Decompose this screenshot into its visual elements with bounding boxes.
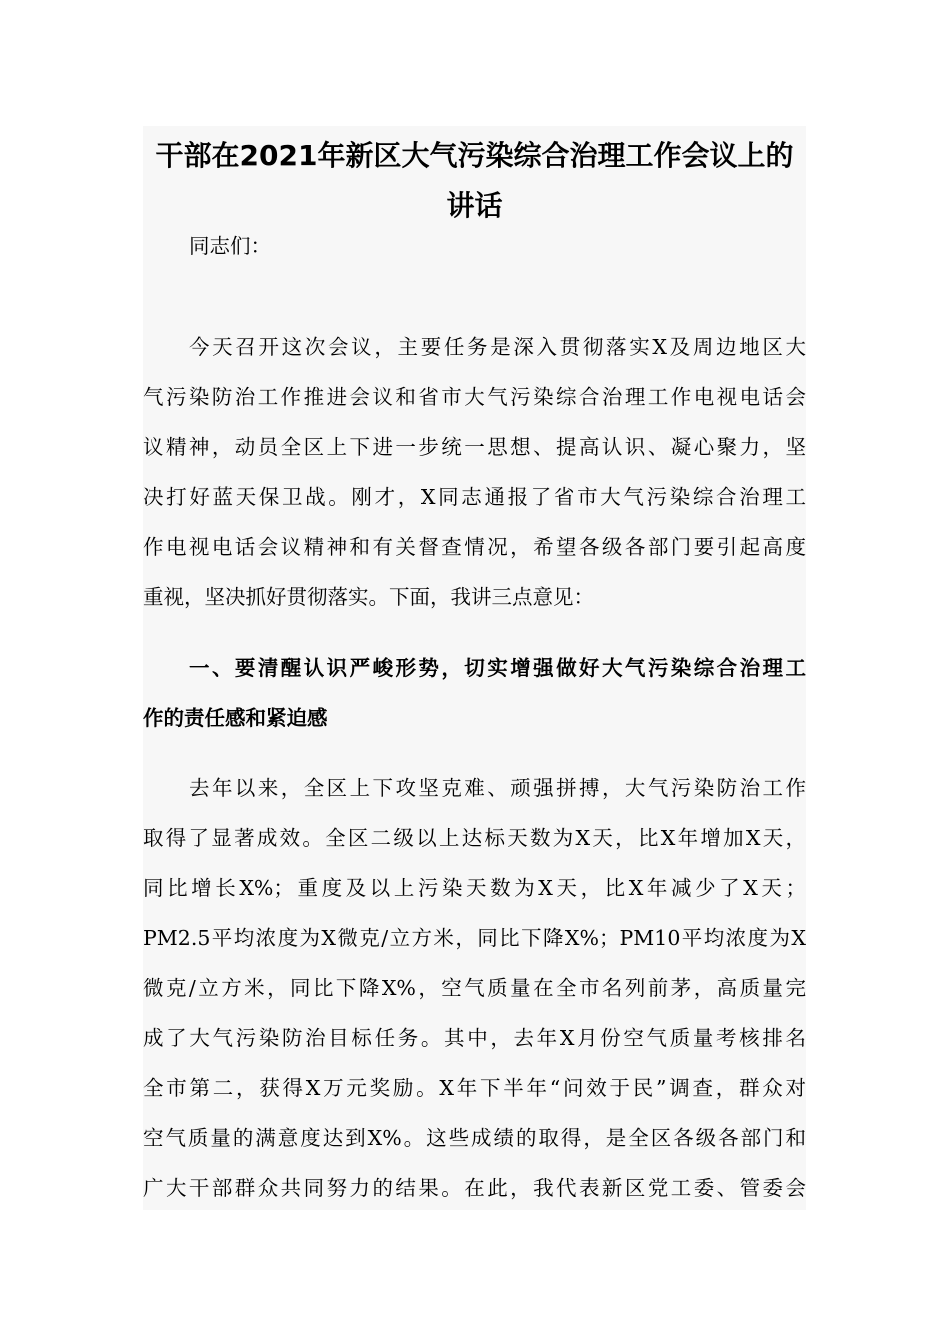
section-heading-1-line-1: 一、要清醒认识严峻形势，切实增强做好大气污染综合治理工	[189, 656, 806, 680]
section-heading-1-line-2: 作的责任感和紧迫感	[143, 706, 328, 730]
paragraph-2-line-4: PM2.5平均浓度为X微克/立方米，同比下降X%；PM10平均浓度为X	[143, 926, 806, 950]
document-page	[143, 126, 806, 1210]
document-title-line-1: 干部在2021年新区大气污染综合治理工作会议上的	[155, 139, 794, 172]
paragraph-1-line-2: 气污染防治工作推进会议和省市大气污染综合治理工作电视电话会	[143, 385, 806, 409]
paragraph-2-line-1: 去年以来，全区上下攻坚克难、顽强拼搏，大气污染防治工作	[189, 776, 806, 800]
paragraph-2-line-6: 成了大气污染防治目标任务。其中，去年X月份空气质量考核排名	[143, 1026, 806, 1050]
paragraph-2-line-3: 同比增长X%；重度及以上污染天数为X天，比X年减少了X天；	[143, 876, 806, 900]
paragraph-1-line-5: 作电视电话会议精神和有关督查情况，希望各级各部门要引起高度	[143, 535, 806, 559]
paragraph-2-line-2: 取得了显著成效。全区二级以上达标天数为X天，比X年增加X天，	[143, 826, 806, 850]
paragraph-1-line-6: 重视，坚决抓好贯彻落实。下面，我讲三点意见：	[143, 585, 594, 609]
paragraph-2-line-9: 广大干部群众共同努力的结果。在此，我代表新区党工委、管委会	[143, 1176, 806, 1200]
salutation: 同志们：	[189, 234, 271, 258]
paragraph-2-line-7: 全市第二，获得X万元奖励。X年下半年“问效于民”调查，群众对	[143, 1076, 806, 1100]
paragraph-2-line-8: 空气质量的满意度达到X%。这些成绩的取得，是全区各级各部门和	[143, 1126, 806, 1150]
paragraph-1-line-1: 今天召开这次会议，主要任务是深入贯彻落实X及周边地区大	[189, 335, 806, 359]
paragraph-2-line-5: 微克/立方米，同比下降X%，空气质量在全市名列前茅，高质量完	[143, 976, 806, 1000]
document-title-line-2: 讲话	[446, 189, 503, 222]
paragraph-1-line-4: 决打好蓝天保卫战。刚才，X同志通报了省市大气污染综合治理工	[143, 485, 806, 509]
paragraph-1-line-3: 议精神，动员全区上下进一步统一思想、提高认识、凝心聚力，坚	[143, 435, 806, 459]
